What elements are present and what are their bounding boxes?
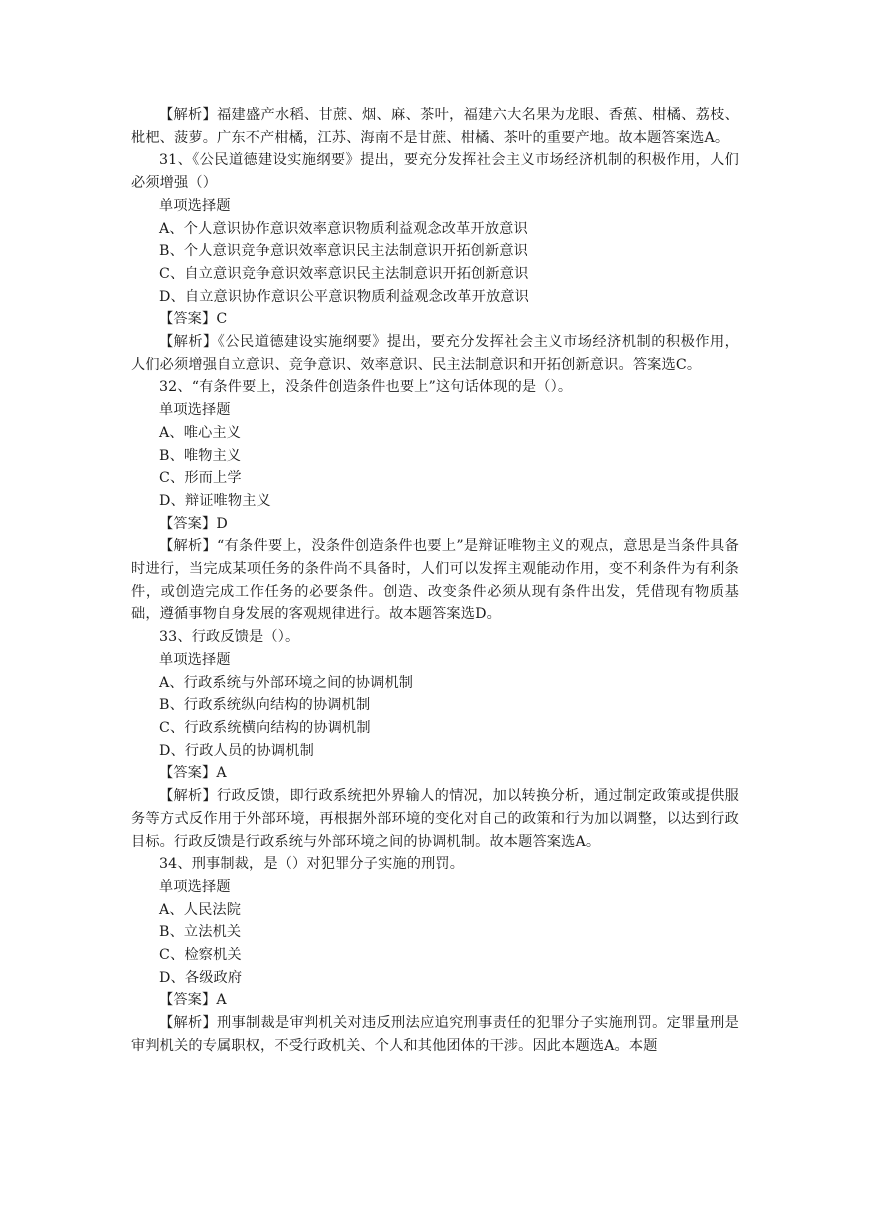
question-34-answer: 【答案】A [159, 992, 227, 1009]
question-32-type: 单项选择题 [159, 402, 231, 419]
question-34-option-c: C、检察机关 [159, 947, 242, 964]
question-31-stem: 31、《公民道德建设实施纲要》提出，要充分发挥社会主义市场经济机制的积极作用，人们必须增强（） [131, 152, 739, 192]
document-page [131, 104, 739, 1058]
question-32-option-a: A、唯心主义 [159, 424, 242, 441]
question-32-option-d: D、辩证唯物主义 [159, 492, 271, 509]
question-33-analysis: 【解析】行政反馈，即行政系统把外界输人的情况，加以转换分析，通过制定政策或提供服务等方式反作用于外部环境，再根据外部环境的变化对自己的政策和行为加以调整，以达到行政目标。行政反馈是行政系统与外部环境之间的协调机制。故本题答案选A。 [131, 788, 739, 850]
question-34-option-d: D、各级政府 [159, 969, 243, 986]
question-31-option-c: C、自立意识竞争意识效率意识民主法制意识开拓创新意识 [159, 265, 529, 282]
question-32-analysis: 【解析】“有条件要上，没条件创造条件也要上”是辩证唯物主义的观点，意思是当条件具备时进行，当完成某项任务的条件尚不具备时，人们可以发挥主观能动作用，变不利条件为有利条件，或创造完成工作任务的必要条件。创造、改变条件必须从现有条件出发，凭借现有物质基础，遵循事物自身发展的客观规律进行。故本题答案选D。 [131, 538, 739, 623]
analysis-paragraph: 【解析】福建盛产水稻、甘蔗、烟、麻、茶叶，福建六大名果为龙眼、香蕉、柑橘、荔枝、枇杷、菠萝。广东不产柑橘，江苏、海南不是甘蔗、柑橘、茶叶的重要产地。故本题答案选A。 [131, 107, 739, 146]
question-34-option-a: A、人民法院 [159, 901, 242, 918]
question-34-analysis: 【解析】刑事制裁是审判机关对违反刑法应追究刑事责任的犯罪分子实施刑罚。定罪量刑是审判机关的专属职权，不受行政机关、个人和其他团体的干涉。因此本题选A。本题 [131, 1015, 739, 1054]
question-32-answer: 【答案】D [159, 515, 228, 532]
question-34-stem: 34、刑事制裁，是（）对犯罪分子实施的刑罚。 [159, 856, 465, 873]
question-33-option-d: D、行政人员的协调机制 [159, 742, 314, 759]
question-33-option-a: A、行政系统与外部环境之间的协调机制 [159, 674, 414, 691]
question-31-analysis: 【解析】《公民道德建设实施纲要》提出，要充分发挥社会主义市场经济机制的积极作用，人们必须增强自立意识、竞争意识、效率意识、民主法制意识和开拓创新意识。答案选C。 [131, 334, 739, 373]
question-33-answer: 【答案】A [159, 765, 227, 782]
question-31-type: 单项选择题 [159, 197, 231, 214]
question-33-type: 单项选择题 [159, 651, 231, 668]
question-33-option-b: B、行政系统纵向结构的协调机制 [159, 697, 371, 714]
question-32-option-b: B、唯物主义 [159, 447, 242, 464]
question-34-type: 单项选择题 [159, 878, 231, 895]
question-32-stem: 32、“有条件要上，没条件创造条件也要上”这句话体现的是（）。 [159, 379, 573, 396]
question-31-answer: 【答案】C [159, 311, 228, 328]
question-31-option-a: A、个人意识协作意识效率意识物质利益观念改革开放意识 [159, 220, 528, 237]
question-32-option-c: C、形而上学 [159, 470, 242, 487]
question-33-stem: 33、行政反馈是（）。 [159, 629, 300, 646]
question-34-option-b: B、立法机关 [159, 924, 242, 941]
question-31-option-b: B、个人意识竞争意识效率意识民主法制意识开拓创新意识 [159, 243, 529, 260]
question-31-option-d: D、自立意识协作意识公平意识物质利益观念改革开放意识 [159, 288, 529, 305]
question-33-option-c: C、行政系统横向结构的协调机制 [159, 719, 371, 736]
